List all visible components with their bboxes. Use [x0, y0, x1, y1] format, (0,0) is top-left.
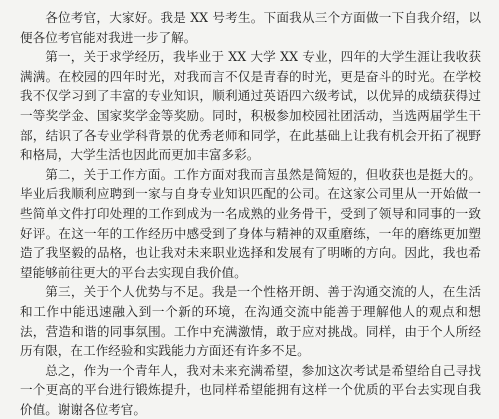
paragraph-education: 第一，关于求学经历，我毕业于 XX 大学 XX 专业，四年的大学生涯让我收获满满。在校园的四年时光，对我而言不仅是青春的时光，更是奋斗的时光。在学校我不仅学习到了丰富的专业知识，顺利通过英语四六级考试，以优异的成绩获得过一等奖学金、国家奖学金等奖励。同时，积极参加校园社团活动，当选两届学生干部，结识了各专业学科背景的优秀老师和同学，在此基础上让我有机会开拓了视野和格局，大学生活也因此而更加丰富多彩。 [20, 49, 481, 163]
paragraph-conclusion: 总之，作为一个青年人，我对未来充满希望，参加这次考试是希望给自己寻找一个更高的平台进行锻炼提升，也同样希望能拥有这样一个优质的平台去实现自我价值。谢谢各位考官。 [20, 362, 481, 417]
paragraph-work: 第二，关于工作方面。工作方面对我而言虽然是简短的，但收获也是挺大的。毕业后我顺利应聘到一家与自身专业知识匹配的公司。在这家公司里从一开始做一些简单文件打印处理的工作到成为一名成熟的业务骨干，受到了领导和同事的一致好评。在这一年的工作经历中感受到了身体与精神的双重磨练，一年的磨练更加塑造了我坚毅的品格，也让我对未来职业选择和发展有了明晰的方向。因此，我也希望能够前往更大的平台去实现自我价值。 [20, 166, 481, 280]
paragraph-strengths: 第三，关于个人优势与不足。我是一个性格开朗、善于沟通交流的人，在生活和工作中能迅速融入到一个新的环境，在沟通交流中能善于理解他人的观点和想法，营造和谐的同事氛围。工作中充满激情，敢于应对挑战。同样，由于个人所经历有限，在工作经验和实践能力方面还有许多不足。 [20, 284, 481, 359]
paragraph-intro: 各位考官，大家好。我是 XX 号考生。下面我从三个方面做一下自我介绍，以便各位考官能对我进一步了解。 [20, 10, 481, 45]
